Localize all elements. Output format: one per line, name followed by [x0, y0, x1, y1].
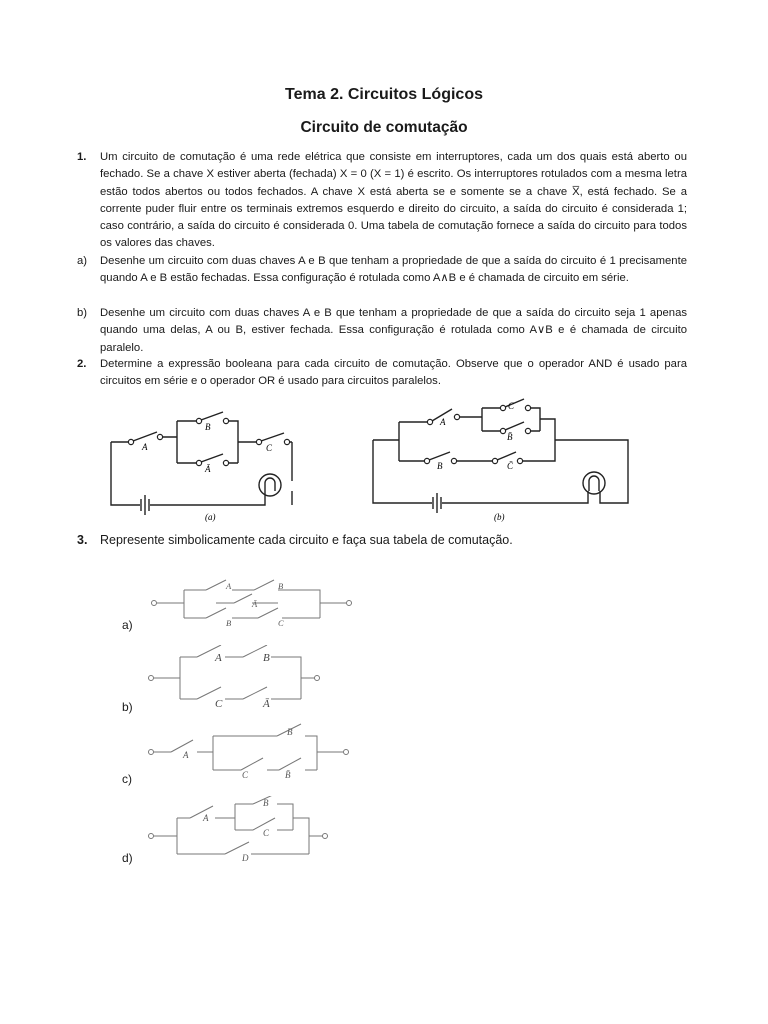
circuit-3b — [145, 645, 320, 713]
switch-label: B — [226, 618, 232, 628]
item-number: 1. — [77, 151, 87, 163]
circuit-label-a: a) — [122, 618, 133, 632]
circuit-2b — [373, 399, 628, 513]
item-text: Desenhe um circuito com duas chaves A e B que tenham a propriedade de que a saída do circuito seja 1 apenas quando uma delas, A ou B, estiver fechada. Essa configuração é rotulada como A∨B e é chamada de circuito paralelo. — [100, 307, 687, 354]
switch-label: A — [183, 750, 189, 760]
item-b — [77, 305, 687, 357]
item-text: Desenhe um circuito com duas chaves A e B que tenham a propriedade de que a saída do circuito é 1 precisamente quando A e B estão fechadas. Essa configuração é rotulada como A∧B e é chamada de circuito em série. — [100, 255, 687, 285]
switch-label: B — [278, 581, 284, 591]
switch-label: Ā — [263, 698, 270, 710]
circuit-label-c: c) — [122, 772, 132, 786]
switch-label: B̄ — [507, 432, 513, 442]
switch-label: B — [437, 461, 443, 471]
question-3 — [77, 533, 513, 547]
page-title: Tema 2. Circuitos Lógicos — [285, 86, 483, 103]
switch-label: B̄ — [285, 770, 291, 780]
item-number: 3. — [77, 533, 88, 547]
switch-label: Ā — [205, 464, 211, 474]
switch-label: C — [263, 828, 270, 838]
switch-label: A — [142, 442, 148, 452]
item-2 — [77, 356, 687, 392]
switch-label: C — [215, 698, 223, 710]
circuit-2a — [111, 412, 292, 515]
circuit-label-d: d) — [122, 851, 133, 865]
item-number: b) — [77, 307, 88, 319]
page-subtitle: Circuito de comutação — [300, 119, 468, 136]
switch-label: C — [266, 443, 273, 453]
switch-label: Ā — [252, 599, 258, 609]
switch-label: C — [242, 770, 249, 780]
item-text: Represente simbolicamente cada circuito e faça sua tabela de comutação. — [100, 533, 513, 547]
circuit-3c — [145, 722, 355, 780]
switch-label: C̄ — [507, 461, 514, 471]
switch-label: B — [263, 798, 269, 808]
switch-label: A — [203, 813, 209, 823]
item-1 — [77, 149, 687, 249]
switch-label: B — [287, 727, 293, 737]
item-text: Determine a expressão booleana para cada circuito de comutação. Observe que o operador AND é usado para circuitos em série e o operador OR é usado para circuitos paralelos. — [100, 358, 687, 388]
switch-label: B — [205, 422, 211, 432]
switch-label: A — [440, 417, 446, 427]
item-a — [77, 253, 687, 305]
switch-label: A — [215, 652, 222, 664]
circuit-3a — [148, 574, 363, 630]
figure-label-a: (a) — [205, 512, 216, 522]
switch-label: C — [508, 401, 515, 411]
switch-label: B — [263, 652, 270, 664]
item-number: a) — [77, 255, 88, 267]
switch-label: C — [278, 618, 284, 628]
figure-label-b: (b) — [494, 512, 505, 522]
item-number: 2. — [77, 358, 87, 370]
circuit-label-b: b) — [122, 700, 133, 714]
circuit-figure-2 — [0, 395, 768, 530]
item-text: Um circuito de comutação é uma rede elétrica que consiste em interruptores, cada um dos quais está aberto ou fechado. Se a chave X estiver aberta (fechada) X = 0 (X = 1) é escrito. Os interruptores rotulados com a mesma letra estão todos abertos ou todos fechados. A chave X está aberta se e somente se a chave X̅, está fechado. Se a corrente puder fluir entre os terminais extremos esquerdo e direito do circuito, a saída do circuito é considerada 1; caso contrário, a saída do circuito é considerada 0. Uma tabela de comutação fornece a saída do circuito para todos os valores das chaves. — [100, 151, 687, 250]
switch-label: A — [226, 581, 232, 591]
circuit-3d — [145, 796, 330, 864]
switch-label: D — [242, 853, 249, 863]
